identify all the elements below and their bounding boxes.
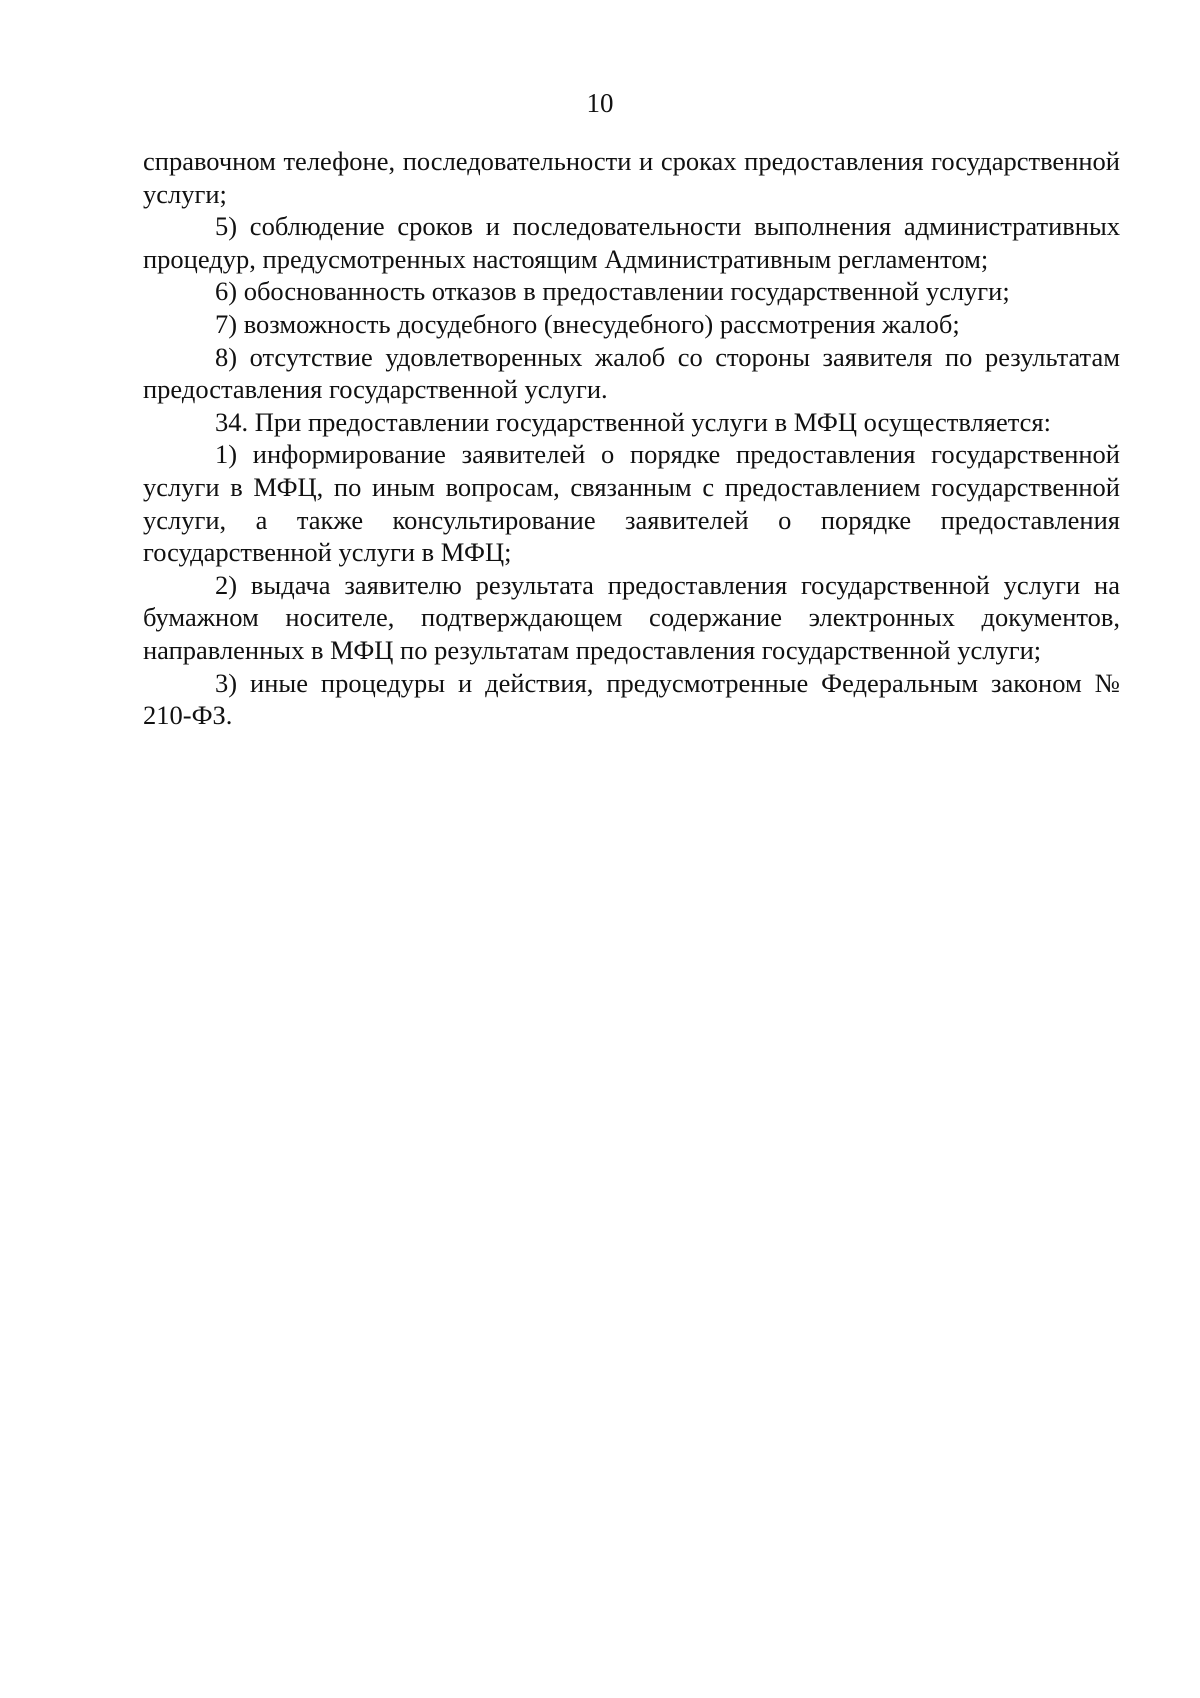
paragraph-section-34: 34. При предоставлении государственной услуги в МФЦ осуществляется:	[215, 406, 1051, 437]
paragraph-section-34-item-3: 3) иные процедуры и действия, предусмотренные Федеральным законом № 210-ФЗ.	[143, 667, 1120, 731]
paragraph-item-5: 5) соблюдение сроков и последовательности выполнения административных процедур, предусмотренных настоящим Административным регламентом;	[143, 211, 1120, 274]
paragraph-continuation: справочном телефоне, последовательности и сроках предоставления государственной услуги;	[143, 146, 1120, 209]
paragraph-item-6: 6) обоснованность отказов в предоставлении государственной услуги;	[215, 276, 1010, 307]
paragraph-section-34-item-1: 1) информирование заявителей о порядке предоставления государственной услуги в МФЦ, по иным вопросам, связанным с предоставлением государственной услуги, а также консультирование заявителей о порядке предоставления государственной услуги в МФЦ;	[143, 439, 1120, 568]
paragraph-item-7: 7) возможность досудебного (внесудебного) рассмотрения жалоб;	[215, 308, 960, 339]
paragraph-item-8: 8) отсутствие удовлетворенных жалоб со стороны заявителя по результатам предоставления государственной услуги.	[143, 341, 1120, 405]
paragraph-section-34-item-2: 2) выдача заявителю результата предоставления государственной услуги на бумажном носителе, подтверждающем содержание электронных документов, направленных в МФЦ по результатам предоставления государственной услуги;	[143, 569, 1120, 665]
page-number: 10	[586, 88, 614, 118]
document-body	[143, 145, 1120, 732]
